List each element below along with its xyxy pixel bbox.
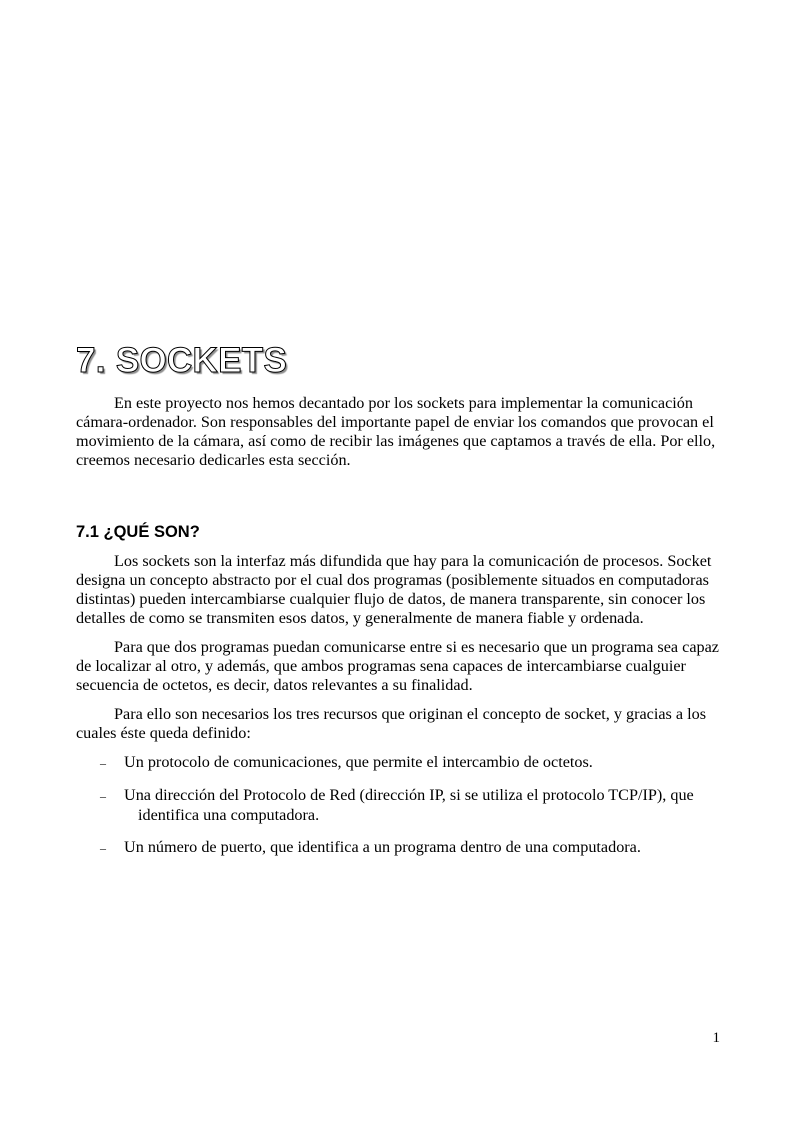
- list-item: [76, 786, 720, 825]
- socket-resources-list: [76, 753, 720, 858]
- section-paragraph-3: Para ello son necesarios los tres recursos que originan el concepto de socket, y gracias a los cuales éste queda definido:: [76, 705, 706, 742]
- list-item-text: Un protocolo de comunicaciones, que permite el intercambio de octetos.: [124, 753, 593, 771]
- page-content: [76, 340, 720, 871]
- list-item: [76, 753, 720, 773]
- section-paragraph-2: Para que dos programas puedan comunicarse entre si es necesario que un programa sea capaz de localizar al otro, y además, que ambos programas sena capaces de intercambiarse cualguier secuencia de octetos, es decir, datos relevantes a su finalidad.: [76, 638, 719, 694]
- dash-bullet-icon: –: [100, 756, 106, 770]
- list-item: [76, 838, 720, 858]
- section-title: 7.1 ¿QUÉ SON?: [76, 523, 200, 541]
- dash-bullet-icon: –: [100, 841, 106, 855]
- section-paragraph-1: Los sockets son la interfaz más difundida que hay para la comunicación de procesos. Socket designa un concepto abstracto por el cual dos programas (posiblemente situados en computadoras distintas) pueden intercambiarse cualquier flujo de datos, de manera transparente, sin conocer los detalles de como se transmiten esos datos, y generalmente de manera fiable y ordenada.: [76, 552, 712, 627]
- chapter-title: 7. SOCKETS: [76, 341, 288, 380]
- list-item-text: Una dirección del Protocolo de Red (dirección IP, si se utiliza el protocolo TCP/IP), que identifica una computadora.: [124, 786, 694, 824]
- intro-paragraph: En este proyecto nos hemos decantado por los sockets para implementar la comunicación cámara-ordenador. Son responsables del importante papel de enviar los comandos que provocan el movimiento de la cámara, así como de recibir las imágenes que captamos a través de ella. Por ello, creemos necesario dedicarles esta sección.: [76, 394, 716, 469]
- page-number: 1: [712, 1030, 720, 1046]
- dash-bullet-icon: –: [100, 789, 106, 803]
- list-item-text: Un número de puerto, que identifica a un programa dentro de una computadora.: [124, 838, 641, 856]
